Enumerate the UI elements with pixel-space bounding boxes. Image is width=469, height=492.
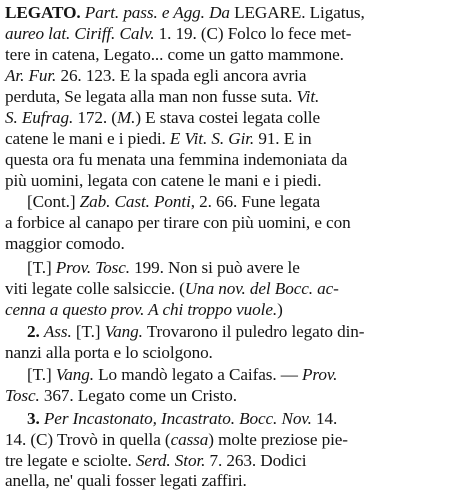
entry-line: S. Eufrag. 172. (M.) E stava costei legata colle <box>5 108 321 127</box>
entry-line: maggior comodo. <box>5 234 125 253</box>
entry-line: a forbice al canapo per tirare con più uomini, e con <box>5 213 351 232</box>
entry-line: Ar. Fur. 26. 123. E la spada egli ancora avria <box>5 66 307 85</box>
entry-line: 2. Ass. [T.] Vang. Trovarono il puledro legato din- <box>27 322 365 341</box>
entry-line: [T.] Vang. Lo mandò legato a Caifas. — Prov. <box>27 365 338 384</box>
entry-line: viti legate colle salsiccie. (Una nov. del Bocc. ac- <box>5 279 339 298</box>
entry-line: [Cont.] Zab. Cast. Ponti, 2. 66. Fune legata <box>27 192 321 211</box>
entry-line: 3. Per Incastonato, Incastrato. Bocc. Nov. 14. <box>27 409 338 428</box>
entry-line: LEGATO. Part. pass. e Agg. Da LEGARE. Ligatus, <box>5 3 365 22</box>
entry-line: cenna a questo prov. A chi troppo vuole.) <box>5 300 283 319</box>
headword: LEGATO. <box>5 3 81 22</box>
entry-line: perduta, Se legata alla man non fusse suta. Vit. <box>5 87 320 106</box>
entry-line: questa ora fu menata una femmina indemoniata da <box>5 150 348 169</box>
entry-line: aureo lat. Ciriff. Calv. 1. 19. (C) Folco lo fece met- <box>5 24 352 43</box>
entry-line: tre legate e sciolte. Serd. Stor. 7. 263. Dodici <box>5 451 307 470</box>
dictionary-entry <box>5 0 467 491</box>
entry-line: più uomini, legata con catene le mani e i piedi. <box>5 171 322 190</box>
entry-line: catene le mani e i piedi. E Vit. S. Gir. 91. E in <box>5 129 312 148</box>
entry-line: [T.] Prov. Tosc. 199. Non si può avere le <box>27 258 300 277</box>
entry-line: anella, ne' quali fosser legati zaffiri. <box>5 471 247 490</box>
entry-line: 14. (C) Trovò in quella (cassa) molte preziose pie- <box>5 430 348 449</box>
entry-line: Tosc. 367. Legato come un Cristo. <box>5 386 237 405</box>
entry-line: nanzi alla porta e lo sciolgono. <box>5 343 213 362</box>
entry-line: tere in catena, Legato... come un gatto mammone. <box>5 45 344 64</box>
